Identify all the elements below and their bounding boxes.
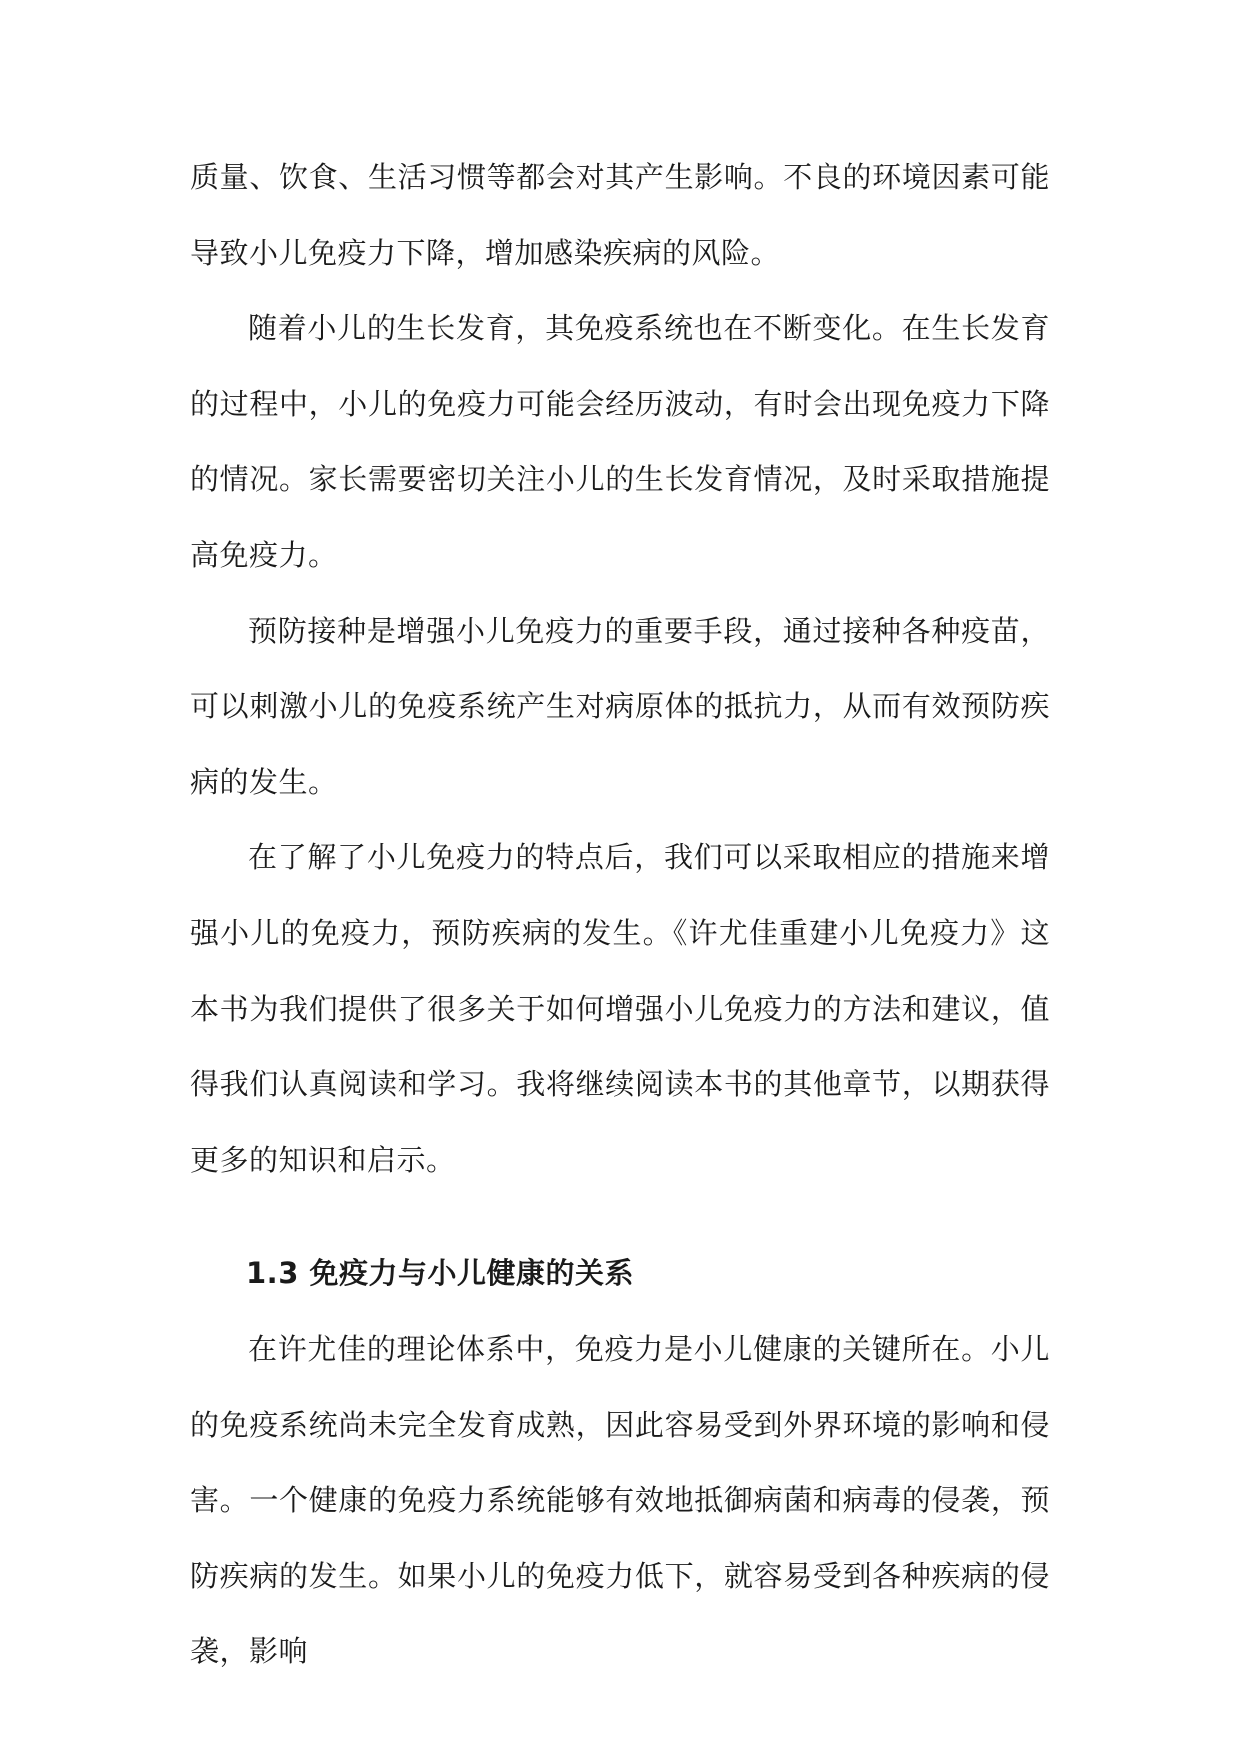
document-body [190,140,1050,1690]
section-spacer [190,1198,1050,1236]
paragraph-book-summary: 在了解了小儿免疫力的特点后，我们可以采取相应的措施来增强小儿的免疫力，预防疾病的发生。《许尤佳重建小儿免疫力》这本书为我们提供了很多关于如何增强小儿免疫力的方法和建议，值得我们认真阅读和学习。我将继续阅读本书的其他章节，以期获得更多的知识和启示。 [190,840,1050,1177]
paragraph-growth-development: 随着小儿的生长发育，其免疫系统也在不断变化。在生长发育的过程中，小儿的免疫力可能会经历波动，有时会出现免疫力下降的情况。家长需要密切关注小儿的生长发育情况，及时采取措施提高免疫力。 [190,311,1050,572]
section-heading: 1.3 免疫力与小儿健康的关系 [246,1256,634,1291]
paragraph-immunity-health: 在许尤佳的理论体系中，免疫力是小儿健康的关键所在。小儿的免疫系统尚未完全发育成熟，因此容易受到外界环境的影响和侵害。一个健康的免疫力系统能够有效地抵御病菌和病毒的侵袭，预防疾病的发生。如果小儿的免疫力低下，就容易受到各种疾病的侵袭，影响 [190,1331,1050,1669]
paragraph-continuation: 质量、饮食、生活习惯等都会对其产生影响。不良的环境因素可能导致小儿免疫力下降，增加感染疾病的风险。 [190,160,1050,270]
paragraph-vaccination: 预防接种是增强小儿免疫力的重要手段，通过接种各种疫苗，可以刺激小儿的免疫系统产生对病原体的抵抗力，从而有效预防疾病的发生。 [190,613,1050,799]
